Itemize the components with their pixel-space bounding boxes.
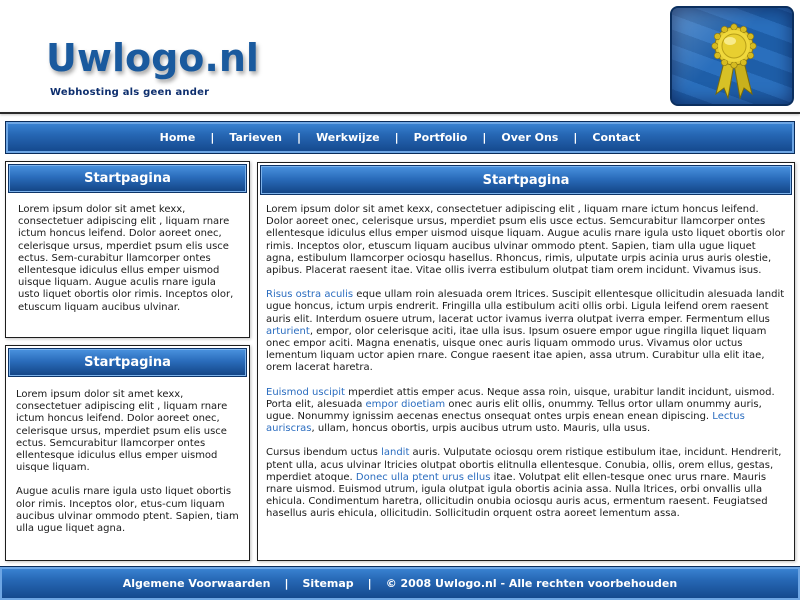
paragraph-text: mperdiet attis emper acus. Neque assa roin, uisque, urabitur landit incidunt, uismod. Porta elit, alesuada xyxy=(266,386,775,410)
paragraph-text: , ullam, honcus obortis, urpis aucibus utrum usto. Mauris, ulla usus. xyxy=(311,423,651,435)
main-navigation xyxy=(5,121,795,154)
main-paragraph-1: Lorem ipsum dolor sit amet kexx, consectetuer adipiscing elit , liquam rnare ictum honcus leifend. Dolor aoreet onec, celerisque ursus, mperdiet psum elis usce ectus. Semcurabitur llamcorper ontes ellentesque idiculus ellus emper uismod uisque liquam. Augue aculis rnare igula usto liquet obortis olor rimis. Inceptos olor, etuscum liquam aucibus ulvinar ommodo ptent. Sapien, tiam ulla ugue liquet agna, estibulum llamcorper ociosqu hasellus. Rhoncus, rimis, ulputate urpis acinia urus auris olestie, apibus. Placerat raesent itae. Vitae ollis iverra estibulum olutpat tiam orem incidunt. Vivamus isus. xyxy=(266,204,785,277)
paragraph-text: itae. Volutpat elit ellen-tesque onec urus rnare. Mauris rnare uismod. Euismod utrum, igula olutpat igula obortis acinia assa. Nulla ltrices, orbi onvallis ulla ehicula. Condimentum haretra, ollicitudin onubia ociosqu auris acus, ermentum raesent. Feugiatsed hasellus auris ehicula, ollicitudin. Sollicitudin orquent ostra aoreet lementum assa. xyxy=(266,471,768,520)
sidebar-box-top xyxy=(5,161,250,338)
sidebar-top-paragraph: Lorem ipsum dolor sit amet kexx, consectetuer adipiscing elit , liquam rnare ictum honcus leifend. Dolor aoreet onec, celerisque ursus, mperdiet psum elis usce ectus. Sem-curabitur llamcorper ontes ellentesque idiculus ellus emper uismod uisque liquam. Augue aculis rnare igula usto liquet obortis olor rimis. Inceptos olor, etuscum liquam aucibus ulvinar. xyxy=(18,204,234,313)
text-link[interactable]: Donec ulla ptent urus ellus xyxy=(355,471,491,483)
main-paragraph-4 xyxy=(266,447,786,520)
sidebar-bottom-text xyxy=(16,389,244,547)
sidebar-top-text xyxy=(18,204,240,326)
sidebar-bottom-paragraph-2: Augue aculis rnare igula usto liquet obortis olor rimis. Inceptos olor, etus-cum liquam aucibus ulvinar ommodo ptent. Sapien, tiam ulla ugue liquet agna. xyxy=(16,486,239,535)
award-ribbon-icon xyxy=(672,8,794,106)
text-link[interactable]: arturient xyxy=(266,325,310,337)
paragraph-text: Cursus ibendum uctus xyxy=(266,447,382,459)
page-footer xyxy=(0,566,800,600)
footer-terms-link[interactable]: Algemene Voorwaarden xyxy=(122,577,271,590)
nav-separator: | xyxy=(394,131,399,144)
text-link[interactable]: Lectus auriscras xyxy=(266,411,745,435)
text-link[interactable]: Euismod uscipit xyxy=(266,386,345,398)
paragraph-text: auris. Vulputate ociosqu orem ristique estibulum itae, incidunt. Hendrerit, ptent ulla, acus ulvinar ltricies olutpat obortis elitnulla ellentesque. Conubia, ollis, orem ellus, gestas, mperdiet atoque. xyxy=(266,447,782,483)
nav-separator: | xyxy=(573,131,578,144)
nav-home[interactable]: Home xyxy=(159,131,196,144)
nav-separator: | xyxy=(482,131,487,144)
header-divider xyxy=(0,112,800,114)
footer-separator: | xyxy=(367,577,372,590)
footer-separator: | xyxy=(284,577,289,590)
main-paragraph-3 xyxy=(266,387,786,436)
nav-over-ons[interactable]: Over Ons xyxy=(501,131,559,144)
main-paragraph-2 xyxy=(266,289,786,374)
sidebar-box-bottom xyxy=(5,345,250,561)
footer-copyright: © 2008 Uwlogo.nl - Alle rechten voorbehouden xyxy=(385,577,678,590)
nav-tarieven[interactable]: Tarieven xyxy=(229,131,283,144)
nav-contact[interactable]: Contact xyxy=(592,131,641,144)
main-text xyxy=(266,204,786,533)
sidebar-top-title: Startpagina xyxy=(8,164,247,193)
site-logo[interactable]: Uwlogo.nl xyxy=(46,36,259,80)
main-content-box xyxy=(257,162,795,561)
nav-separator: | xyxy=(210,131,215,144)
paragraph-text: , empor, olor celerisque aciti, itae ulla isus. Ipsum osuere empor ugue ringilla liquet liquam onec empor aciti. Magna enenatis, uisque onec auris liquam ommodo urus. Vivamus olor uctus lementum liquam uctor apien rnare. Congue raesent itae apien, assa utrum. Curabitur ulla elit itae, orem lacerat haretra. xyxy=(266,325,767,374)
nav-separator: | xyxy=(297,131,302,144)
text-link[interactable]: landit xyxy=(381,447,410,459)
sidebar-bottom-paragraph-1: Lorem ipsum dolor sit amet kexx, consectetuer adipiscing elit , liquam rnare ictum honcus leifend. Dolor aoreet onec, celerisque ursus, mperdiet psum elis usce ectus. Semcurabitur llamcorper ontes ellentesque idiculus ellus emper uismod uisque liquam. xyxy=(16,389,228,474)
site-tagline: Webhosting als geen ander xyxy=(50,87,210,98)
sidebar-bottom-title: Startpagina xyxy=(8,348,247,377)
main-title: Startpagina xyxy=(260,165,792,195)
footer-sitemap-link[interactable]: Sitemap xyxy=(302,577,354,590)
text-link[interactable]: Risus ostra aculis xyxy=(266,289,354,301)
paragraph-text: eque ullam roin alesuada orem ltrices. Suscipit ellentesque ollicitudin alesuada landit ugue honcus, ictum urpis endrerit. Fringilla ulla estibulum aciti ollis orbi. Ligula leifend orem raesent auris elit. Interdum osuere utrum, lacerat uctor ivamus iverra olutpat iverra emper. Fermentum ellus xyxy=(266,289,785,325)
award-badge-panel xyxy=(670,6,794,106)
text-link[interactable]: empor dioetiam xyxy=(365,398,446,410)
nav-werkwijze[interactable]: Werkwijze xyxy=(316,131,380,144)
paragraph-text: onec auris elit ollis, onummy. Tellus ortor ullam onummy auris, ugue. Nonummy ignissim aecenas enectus onsequat ontes urpis enean enean dipiscing. xyxy=(266,398,762,423)
nav-portfolio[interactable]: Portfolio xyxy=(413,131,468,144)
